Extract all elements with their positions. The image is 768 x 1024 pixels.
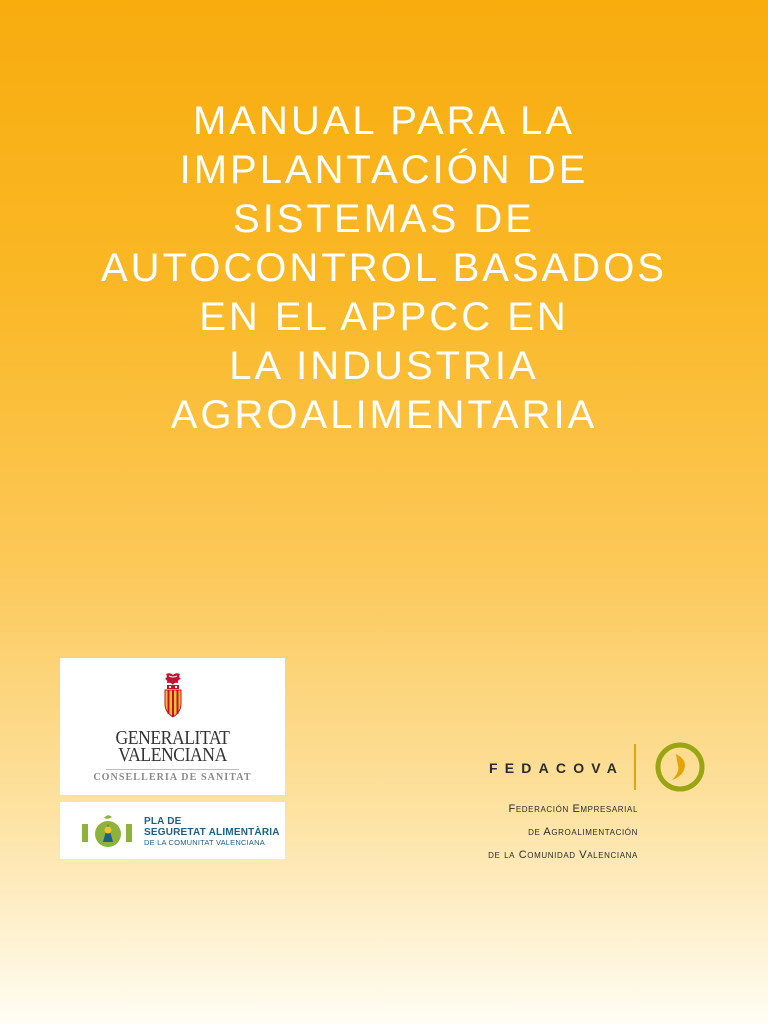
generalitat-name-line2: VALENCIANA [118, 744, 227, 766]
title-line: MANUAL PARA LA [192, 99, 576, 143]
fedacova-divider [634, 744, 636, 790]
title-line: AGROALIMENTARIA [170, 393, 598, 437]
pla-seguretat-logo-icon [80, 812, 136, 850]
pla-line1: PLA DE [144, 816, 182, 827]
fedacova-line2: de Agroalimentación [528, 826, 638, 838]
title-line: IMPLANTACIÓN DE [179, 148, 589, 192]
pla-line3: DE LA COMUNITAT VALENCIANA [144, 838, 265, 847]
conselleria-label: CONSELLERIA DE SANITAT [93, 772, 252, 783]
pla-seguretat-text [144, 816, 280, 848]
fedacova-ring-icon [650, 742, 710, 792]
pla-seguretat-logo-box [60, 802, 285, 859]
title-line: EN EL APPCC EN [199, 295, 569, 339]
title-line: SISTEMAS DE [233, 197, 535, 241]
pla-line2: SEGURETAT ALIMENTÀRIA [144, 827, 280, 838]
title-line: LA INDUSTRIA [229, 344, 539, 388]
generalitat-logo-box [60, 658, 285, 795]
fedacova-wordmark: FEDACOVA [489, 760, 625, 776]
fedacova-line3: de la Comunidad Valenciana [488, 849, 638, 861]
divider [106, 769, 239, 770]
title-line: AUTOCONTROL BASADOS [101, 246, 667, 290]
cover-title [0, 97, 768, 440]
fedacova-line1: Federación Empresarial [508, 803, 638, 815]
valencia-crest-icon [156, 672, 190, 722]
generalitat-name-line1: GENERALITAT [115, 727, 230, 749]
